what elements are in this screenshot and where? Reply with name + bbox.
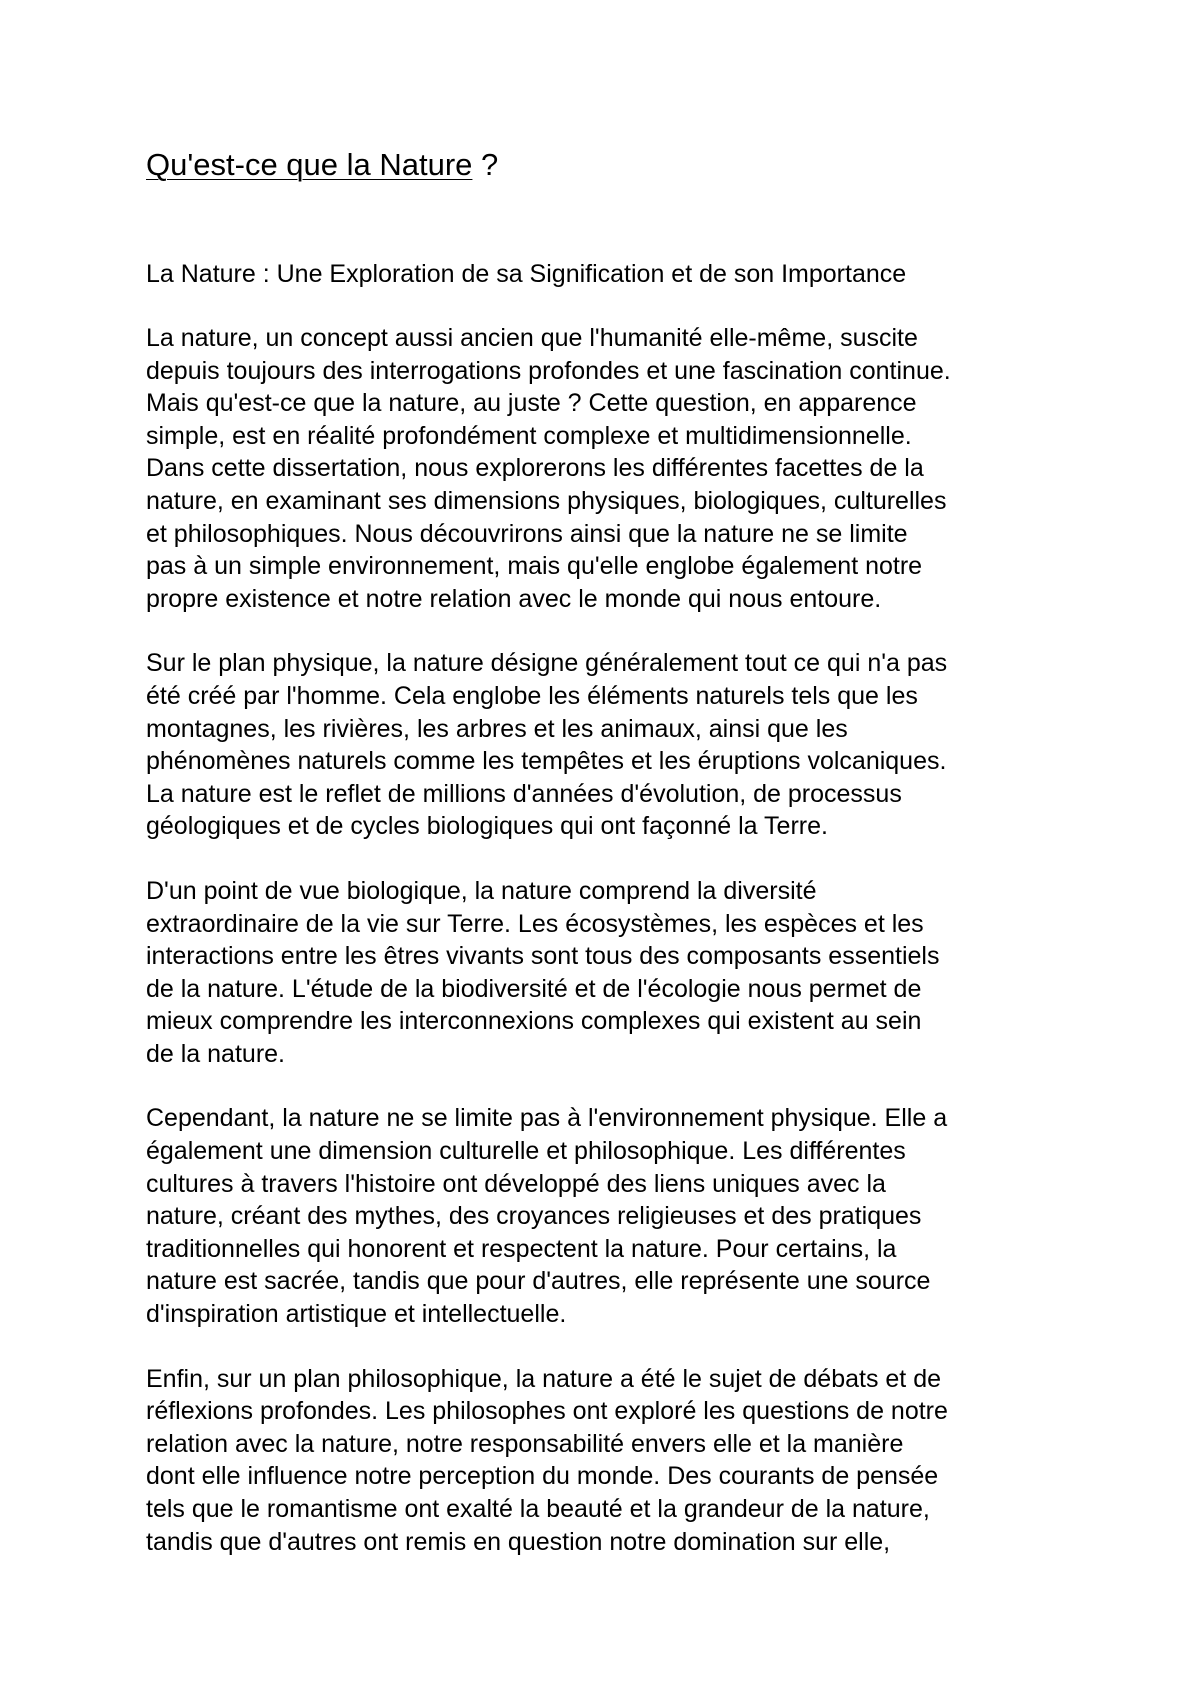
paragraph-line: D'un point de vue biologique, la nature comprend la diversité — [146, 876, 817, 905]
paragraph-line: Enfin, sur un plan philosophique, la nature a été le sujet de débats et de — [146, 1364, 942, 1393]
paragraph-line: La nature, un concept aussi ancien que l'humanité elle-même, suscite — [146, 324, 918, 352]
paragraph-line: interactions entre les êtres vivants sont tous des composants essentiels — [146, 942, 940, 971]
paragraph-line: tels que le romantisme ont exalté la beauté et la grandeur de la nature, — [146, 1495, 930, 1523]
paragraph-line: géologiques et de cycles biologiques qui ont façonné la Terre. — [146, 812, 828, 841]
paragraph-line: de la nature. L'étude de la biodiversité et de l'écologie nous permet de — [146, 974, 922, 1003]
paragraph-line: Cependant, la nature ne se limite pas à l'environnement physique. Elle a — [146, 1104, 948, 1133]
paragraph-line: nature, créant des mythes, des croyances religieuses et des pratiques — [146, 1202, 922, 1231]
paragraph-line: La nature est le reflet de millions d'années d'évolution, de processus — [146, 779, 902, 808]
paragraph-line: dont elle influence notre perception du monde. Des courants de pensée — [146, 1462, 939, 1491]
paragraph-line: relation avec la nature, notre responsabilité envers elle et la manière — [146, 1429, 904, 1458]
paragraph-line: et philosophiques. Nous découvrirons ainsi que la nature ne se limite — [146, 519, 908, 548]
paragraph-line: extraordinaire de la vie sur Terre. Les écosystèmes, les espèces et les — [146, 909, 924, 938]
paragraph-line: traditionnelles qui honorent et respectent la nature. Pour certains, la — [146, 1234, 897, 1263]
body-paragraph — [146, 875, 1076, 1071]
paragraph-line: propre existence et notre relation avec le monde qui nous entoure. — [146, 584, 882, 613]
document-title-main: Qu'est-ce que la Nature — [146, 147, 473, 182]
document-body — [146, 322, 1076, 1558]
document-subtitle: La Nature : Une Exploration de sa Signification et de son Importance — [146, 260, 907, 288]
paragraph-line: nature est sacrée, tandis que pour d'autres, elle représente une source — [146, 1267, 931, 1296]
paragraph-line: cultures à travers l'histoire ont développé des liens uniques avec la — [146, 1169, 886, 1198]
body-paragraph — [146, 1102, 1076, 1330]
paragraph-line: également une dimension culturelle et philosophique. Les différentes — [146, 1137, 906, 1166]
paragraph-line: simple, est en réalité profondément complexe et multidimensionnelle. — [146, 421, 912, 450]
paragraph-line: phénomènes naturels comme les tempêtes et les éruptions volcaniques. — [146, 747, 947, 776]
paragraph-line: Sur le plan physique, la nature désigne généralement tout ce qui n'a pas — [146, 649, 948, 678]
paragraph-line: été créé par l'homme. Cela englobe les éléments naturels tels que les — [146, 681, 918, 710]
body-paragraph — [146, 647, 1076, 843]
body-paragraph — [146, 1363, 1076, 1559]
paragraph-line: depuis toujours des interrogations profondes et une fascination continue. — [146, 356, 951, 385]
paragraph-line: mieux comprendre les interconnexions complexes qui existent au sein — [146, 1007, 922, 1036]
paragraph-line: d'inspiration artistique et intellectuelle. — [146, 1300, 567, 1329]
paragraph-line: réflexions profondes. Les philosophes ont exploré les questions de notre — [146, 1397, 948, 1426]
paragraph-line: Mais qu'est-ce que la nature, au juste ? Cette question, en apparence — [146, 389, 917, 418]
paragraph-line: de la nature. — [146, 1039, 285, 1068]
paragraph-line: nature, en examinant ses dimensions physiques, biologiques, culturelles — [146, 486, 947, 515]
document-title-suffix: ? — [472, 147, 499, 182]
body-paragraph — [146, 322, 1076, 615]
paragraph-line: tandis que d'autres ont remis en question notre domination sur elle, — [146, 1527, 891, 1556]
paragraph-line: pas à un simple environnement, mais qu'elle englobe également notre — [146, 552, 923, 581]
paragraph-line: Dans cette dissertation, nous explorerons les différentes facettes de la — [146, 454, 924, 483]
document-page — [146, 145, 1076, 1558]
document-title — [146, 145, 1076, 185]
paragraph-line: montagnes, les rivières, les arbres et les animaux, ainsi que les — [146, 714, 848, 743]
